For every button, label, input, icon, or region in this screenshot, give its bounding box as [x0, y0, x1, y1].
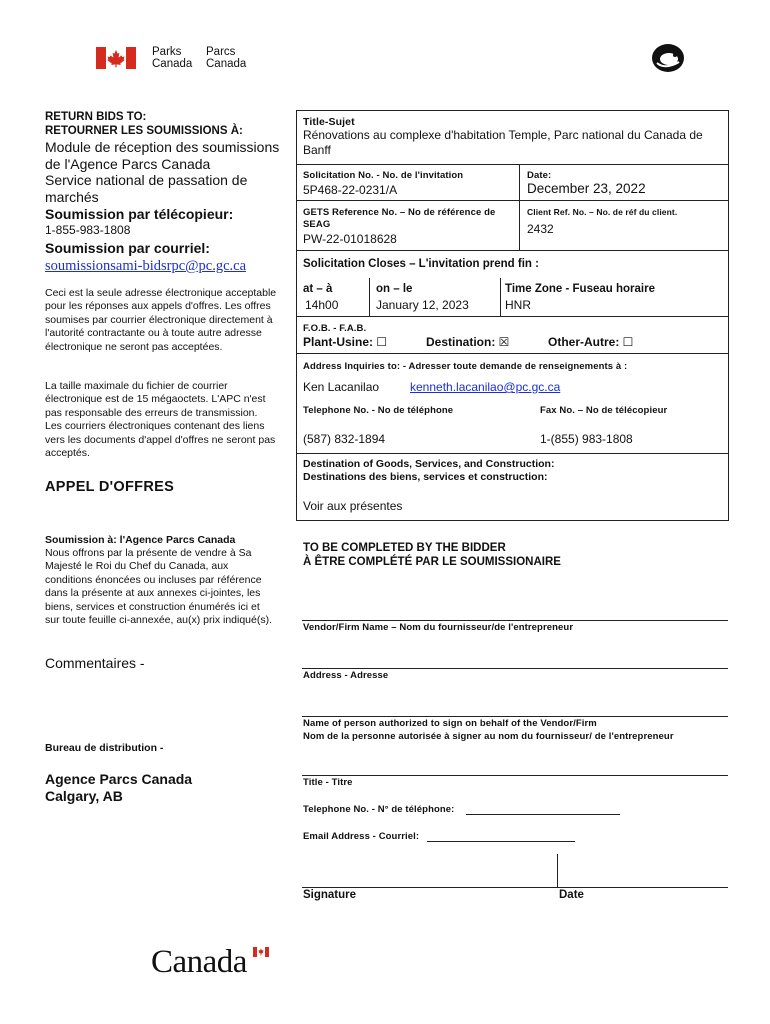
time-zone-value: HNR: [505, 298, 531, 312]
soumission-heading: Soumission à: l'Agence Parcs Canada: [45, 534, 236, 546]
gets-reference-value: PW-22-01018628: [303, 232, 397, 246]
fax-heading: Soumission par télécopieur:: [45, 206, 234, 222]
client-ref-value: 2432: [527, 222, 554, 236]
bidder-heading-en: TO BE COMPLETED BY THE BIDDER: [303, 542, 506, 554]
file-size-paragraph: La taille maximale du fichier de courrier électronique est de 15 mégaoctets. L'APC n'est pas responsable des erreurs de transmission. Les courriers électroniques contenant des liens vers les documents d'appel d'offres ne seront pas acceptés.: [45, 380, 276, 460]
canada-fr-word: Canada: [206, 57, 247, 70]
authorized-person-label-fr: Nom de la personne autorisée à signer au nom du fournisseur/ de l'entrepreneur: [303, 731, 674, 742]
bidder-heading-fr: À ÊTRE COMPLÉTÉ PAR LE SOUMISSIONAIRE: [303, 556, 561, 568]
canada-flag-icon: [96, 47, 136, 69]
goods-destination-label-fr: Destinations des biens, services et construction:: [303, 471, 548, 483]
canada-wordmark: [151, 943, 275, 983]
agence-city: Calgary, AB: [45, 788, 123, 804]
canada-en-word: Canada: [152, 57, 193, 70]
parks-en-word: Parks: [152, 46, 182, 58]
appel-doffres-heading: APPEL D'OFFRES: [45, 479, 175, 495]
return-bids-fr: RETOURNER LES SOUMISSIONS À:: [45, 125, 243, 137]
bidder-email-line[interactable]: [427, 841, 575, 842]
service-text: Service national de passation de marchés: [45, 172, 248, 205]
fob-label: F.O.B. - F.A.B.: [303, 323, 367, 334]
signature-date-label: Date: [559, 889, 584, 901]
client-ref-label: Client Ref. No. – No. de réf du client.: [527, 207, 678, 217]
agence-name: Agence Parcs Canada: [45, 771, 193, 787]
bidder-telephone-label: Telephone No. - N° de téléphone:: [303, 804, 455, 815]
address-inquiries-label: Address Inquiries to: - Adresser toute demande de renseignements à :: [303, 361, 628, 372]
closing-date-value: January 12, 2023: [376, 298, 469, 312]
vendor-name-label: Vendor/Firm Name – Nom du fournisseur/de l'entrepreneur: [303, 622, 574, 633]
bidder-title-label: Title - Titre: [303, 777, 353, 788]
authorized-person-line[interactable]: [302, 716, 728, 717]
address-line[interactable]: [302, 668, 728, 669]
gets-reference-label: GETS Reference No. – No de référence de SEAG: [303, 207, 496, 230]
parks-canada-beaver-icon: [651, 43, 685, 73]
fob-destination-checkbox[interactable]: Destination: ☒: [426, 335, 510, 349]
bidder-telephone-line[interactable]: [466, 814, 620, 815]
fax-label: Fax No. – No de télécopieur: [540, 405, 668, 416]
fax-number: 1-855-983-1808: [45, 223, 131, 237]
signature-divider: [557, 854, 558, 887]
module-text: Module de réception des soumissions de l'Agence Parcs Canada: [45, 139, 280, 172]
commentaires-label: Commentaires -: [45, 655, 145, 671]
title-label: Title-Sujet: [303, 116, 355, 128]
solicitation-no-label: Solicitation No. - No. de l'invitation: [303, 170, 464, 181]
fax-value: 1-(855) 983-1808: [540, 432, 633, 446]
return-bids-block: [45, 110, 285, 275]
submission-email-link[interactable]: soumissionsami-bidsrpc@pc.gc.ca: [45, 258, 247, 274]
goods-destination-label-en: Destination of Goods, Services, and Construction:: [303, 458, 555, 470]
signature-label: Signature: [303, 889, 357, 901]
wordmark-flag-icon: [253, 947, 269, 957]
title-line[interactable]: [302, 775, 728, 776]
soumission-text: Nous offrons par la présente de vendre à Sa Majesté le Roi du Chef du Canada, aux conditions énoncées ou incluses par référence dans la présente at aux annexes ci-jointes, les biens, services et construction énumérés ici et sur toute feuille ci-annexée, au(x) prix indiqué(s).: [45, 547, 273, 627]
address-label: Address - Adresse: [303, 670, 389, 681]
fob-plant-checkbox[interactable]: Plant-Usine: ☐: [303, 335, 388, 349]
email-heading: Soumission par courriel:: [45, 240, 210, 256]
title-value: Rénovations au complexe d'habitation Temple, Parc national du Canada de Banff: [303, 128, 703, 157]
bureau-distribution-label: Bureau de distribution -: [45, 742, 164, 754]
closing-time-value: 14h00: [305, 298, 339, 312]
time-zone-label: Time Zone - Fuseau horaire: [505, 283, 655, 295]
authorized-person-label-en: Name of person authorized to sign on behalf of the Vendor/Firm: [303, 718, 597, 729]
contact-email-link[interactable]: kenneth.lacanilao@pc.gc.ca: [410, 380, 561, 394]
closing-date-label: on – le: [376, 283, 413, 295]
email-policy-paragraph: Ceci est la seule adresse électronique acceptable pour les réponses aux appels d'offres. Les offres soumises par courrier électronique directement à l'autorité contractante ou à toute autre adresse électronique ne seront pas acceptées.: [45, 287, 277, 353]
date-value: December 23, 2022: [527, 181, 646, 196]
fob-other-checkbox[interactable]: Other-Autre: ☐: [548, 335, 634, 349]
solicitation-no-value: 5P468-22-0231/A: [303, 183, 398, 197]
canada-wordmark-text: Canada: [151, 944, 247, 980]
return-bids-en: RETURN BIDS TO:: [45, 111, 147, 123]
contact-name: Ken Lacanilao: [303, 380, 380, 394]
goods-destination-value: Voir aux présentes: [303, 499, 403, 513]
parcs-fr-word: Parcs: [206, 46, 236, 58]
closing-time-label: at – à: [303, 283, 333, 295]
vendor-name-line[interactable]: [302, 620, 728, 621]
soumission-block: [45, 534, 277, 627]
date-label: Date:: [527, 170, 552, 181]
signature-line[interactable]: [302, 887, 728, 888]
telephone-label: Telephone No. - No de téléphone: [303, 405, 454, 416]
solicitation-closes-label: Solicitation Closes – L'invitation prend fin :: [303, 258, 539, 270]
bidder-email-label: Email Address - Courriel:: [303, 831, 420, 842]
telephone-value: (587) 832-1894: [303, 432, 386, 446]
parks-canada-signature: [96, 47, 256, 73]
